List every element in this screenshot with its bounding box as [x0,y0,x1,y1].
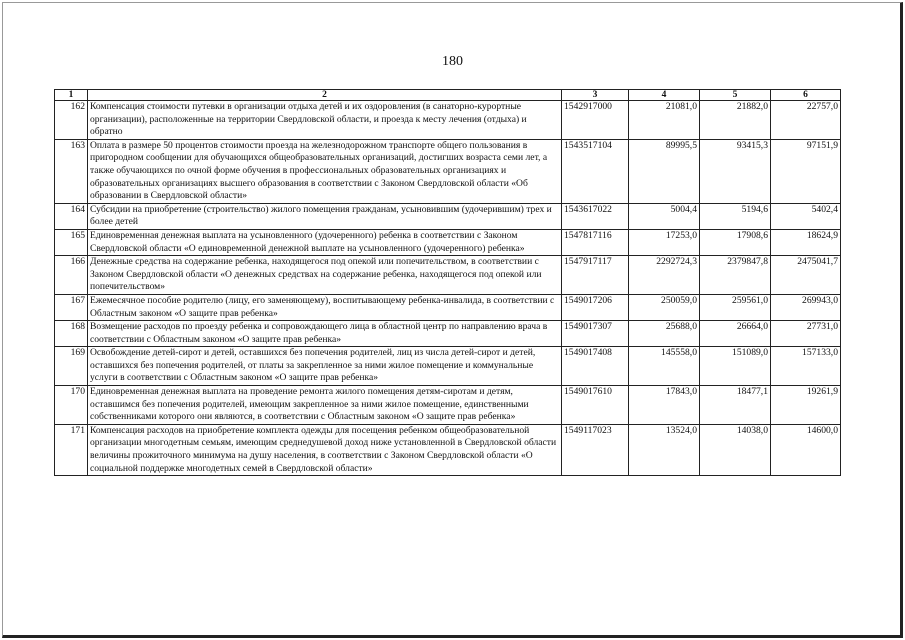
row-amount-4: 5004,4 [629,203,700,229]
table-row [55,321,841,347]
row-amount-4: 17253,0 [629,229,700,255]
row-number: 169 [55,347,88,386]
row-number: 171 [55,424,88,475]
table-row [55,139,841,203]
row-amount-5: 18477,1 [700,386,771,425]
row-number: 170 [55,386,88,425]
row-amount-6: 18624,9 [771,229,841,255]
row-code: 1543617022 [562,203,629,229]
row-amount-6: 97151,9 [771,139,841,203]
row-code: 1549117023 [562,424,629,475]
page-number: 180 [442,54,463,69]
table-row [55,203,841,229]
row-amount-5: 14038,0 [700,424,771,475]
row-amount-5: 17908,6 [700,229,771,255]
row-amount-4: 145558,0 [629,347,700,386]
row-name: Компенсация стоимости путевки в организации отдыха детей и их оздоровления (в санаторно-курортные организации), расположенные на территории Свердловской области, и проезда к месту лечения (отдыха) и обратно [88,101,562,140]
table-row [55,386,841,425]
row-amount-5: 2379847,8 [700,256,771,295]
row-name: Оплата в размере 50 процентов стоимости проезда на железнодорожном транспорте общего пользования в пригородном сообщении для обучающихся общеобразовательных организаций, достигших возраста семи лет, а также обучающихся по очной форме обучения в профессиональных образовательных организациях и образовательных организациях высшего образования в соответствии с Законом Свердловской области «Об образовании в Свердловской области» [88,139,562,203]
row-amount-5: 93415,3 [700,139,771,203]
row-amount-6: 14600,0 [771,424,841,475]
row-amount-6: 19261,9 [771,386,841,425]
row-name: Возмещение расходов по проезду ребенка и сопровождающего лица в областной центр по направлению врача в соответствии с Областным законом «О защите прав ребенка» [88,321,562,347]
budget-table [54,89,841,476]
row-number: 162 [55,101,88,140]
row-amount-5: 5194,6 [700,203,771,229]
row-number: 168 [55,321,88,347]
row-code: 1547817116 [562,229,629,255]
row-amount-4: 17843,0 [629,386,700,425]
row-name: Субсидии на приобретение (строительство) жилого помещения гражданам, усыновившим (удочерившим) трех и более детей [88,203,562,229]
row-amount-4: 25688,0 [629,321,700,347]
table-row [55,424,841,475]
table-row [55,229,841,255]
column-header-6: 6 [771,90,841,101]
row-code: 1547917117 [562,256,629,295]
row-name: Освобождение детей-сирот и детей, оставшихся без попечения родителей, лиц из числа детей-сирот и детей, оставшихся без попечения родителей, от платы за закрепленное за ними жилое помещение и коммунальные услуги в соответствии с Областным законом «О защите прав ребенка» [88,347,562,386]
row-code: 1549017307 [562,321,629,347]
row-amount-6: 27731,0 [771,321,841,347]
table-row [55,256,841,295]
row-amount-6: 22757,0 [771,101,841,140]
row-code: 1542917000 [562,101,629,140]
column-header-2: 2 [88,90,562,101]
row-code: 1543517104 [562,139,629,203]
column-header-1: 1 [55,90,88,101]
table-row [55,347,841,386]
column-header-5: 5 [700,90,771,101]
row-amount-5: 21882,0 [700,101,771,140]
row-name: Единовременная денежная выплата на усыновленного (удочеренного) ребенка в соответствии с Законом Свердловской области «О единовременной денежной выплате на усыновленного (удочеренного) ребенка» [88,229,562,255]
row-number: 165 [55,229,88,255]
table-header-row [55,90,841,101]
row-amount-6: 2475041,7 [771,256,841,295]
row-amount-5: 26664,0 [700,321,771,347]
row-code: 1549017610 [562,386,629,425]
row-amount-4: 250059,0 [629,294,700,320]
table-row [55,294,841,320]
row-amount-4: 2292724,3 [629,256,700,295]
row-amount-5: 151089,0 [700,347,771,386]
row-code: 1549017408 [562,347,629,386]
row-name: Единовременная денежная выплата на проведение ремонта жилого помещения детям-сиротам и детям, оставшимся без попечения родителей, имеющим закрепленное за ними жилое помещение, единственными собственниками которого они являются, в соответствии с Областным законом «О защите прав ребенка» [88,386,562,425]
row-number: 164 [55,203,88,229]
row-amount-6: 157133,0 [771,347,841,386]
row-amount-4: 21081,0 [629,101,700,140]
column-header-3: 3 [562,90,629,101]
row-amount-4: 13524,0 [629,424,700,475]
row-number: 163 [55,139,88,203]
row-number: 167 [55,294,88,320]
column-header-4: 4 [629,90,700,101]
row-amount-6: 269943,0 [771,294,841,320]
table-row [55,101,841,140]
row-number: 166 [55,256,88,295]
row-name: Компенсация расходов на приобретение комплекта одежды для посещения ребенком общеобразовательной организации многодетным семьям, имеющим среднедушевой доход ниже установленной в Свердловской области величины прожиточного минимума на душу населения, в соответствии с Законом Свердловской области «О социальной поддержке многодетных семей в Свердловской области» [88,424,562,475]
row-code: 1549017206 [562,294,629,320]
row-amount-5: 259561,0 [700,294,771,320]
row-amount-4: 89995,5 [629,139,700,203]
row-amount-6: 5402,4 [771,203,841,229]
row-name: Ежемесячное пособие родителю (лицу, его заменяющему), воспитывающему ребенка-инвалида, в соответствии с Областным законом «О защите прав ребенка» [88,294,562,320]
row-name: Денежные средства на содержание ребенка, находящегося под опекой или попечительством, в соответствии с Законом Свердловской области «О денежных средствах на содержание ребенка, находящегося под опекой или попечительством» [88,256,562,295]
